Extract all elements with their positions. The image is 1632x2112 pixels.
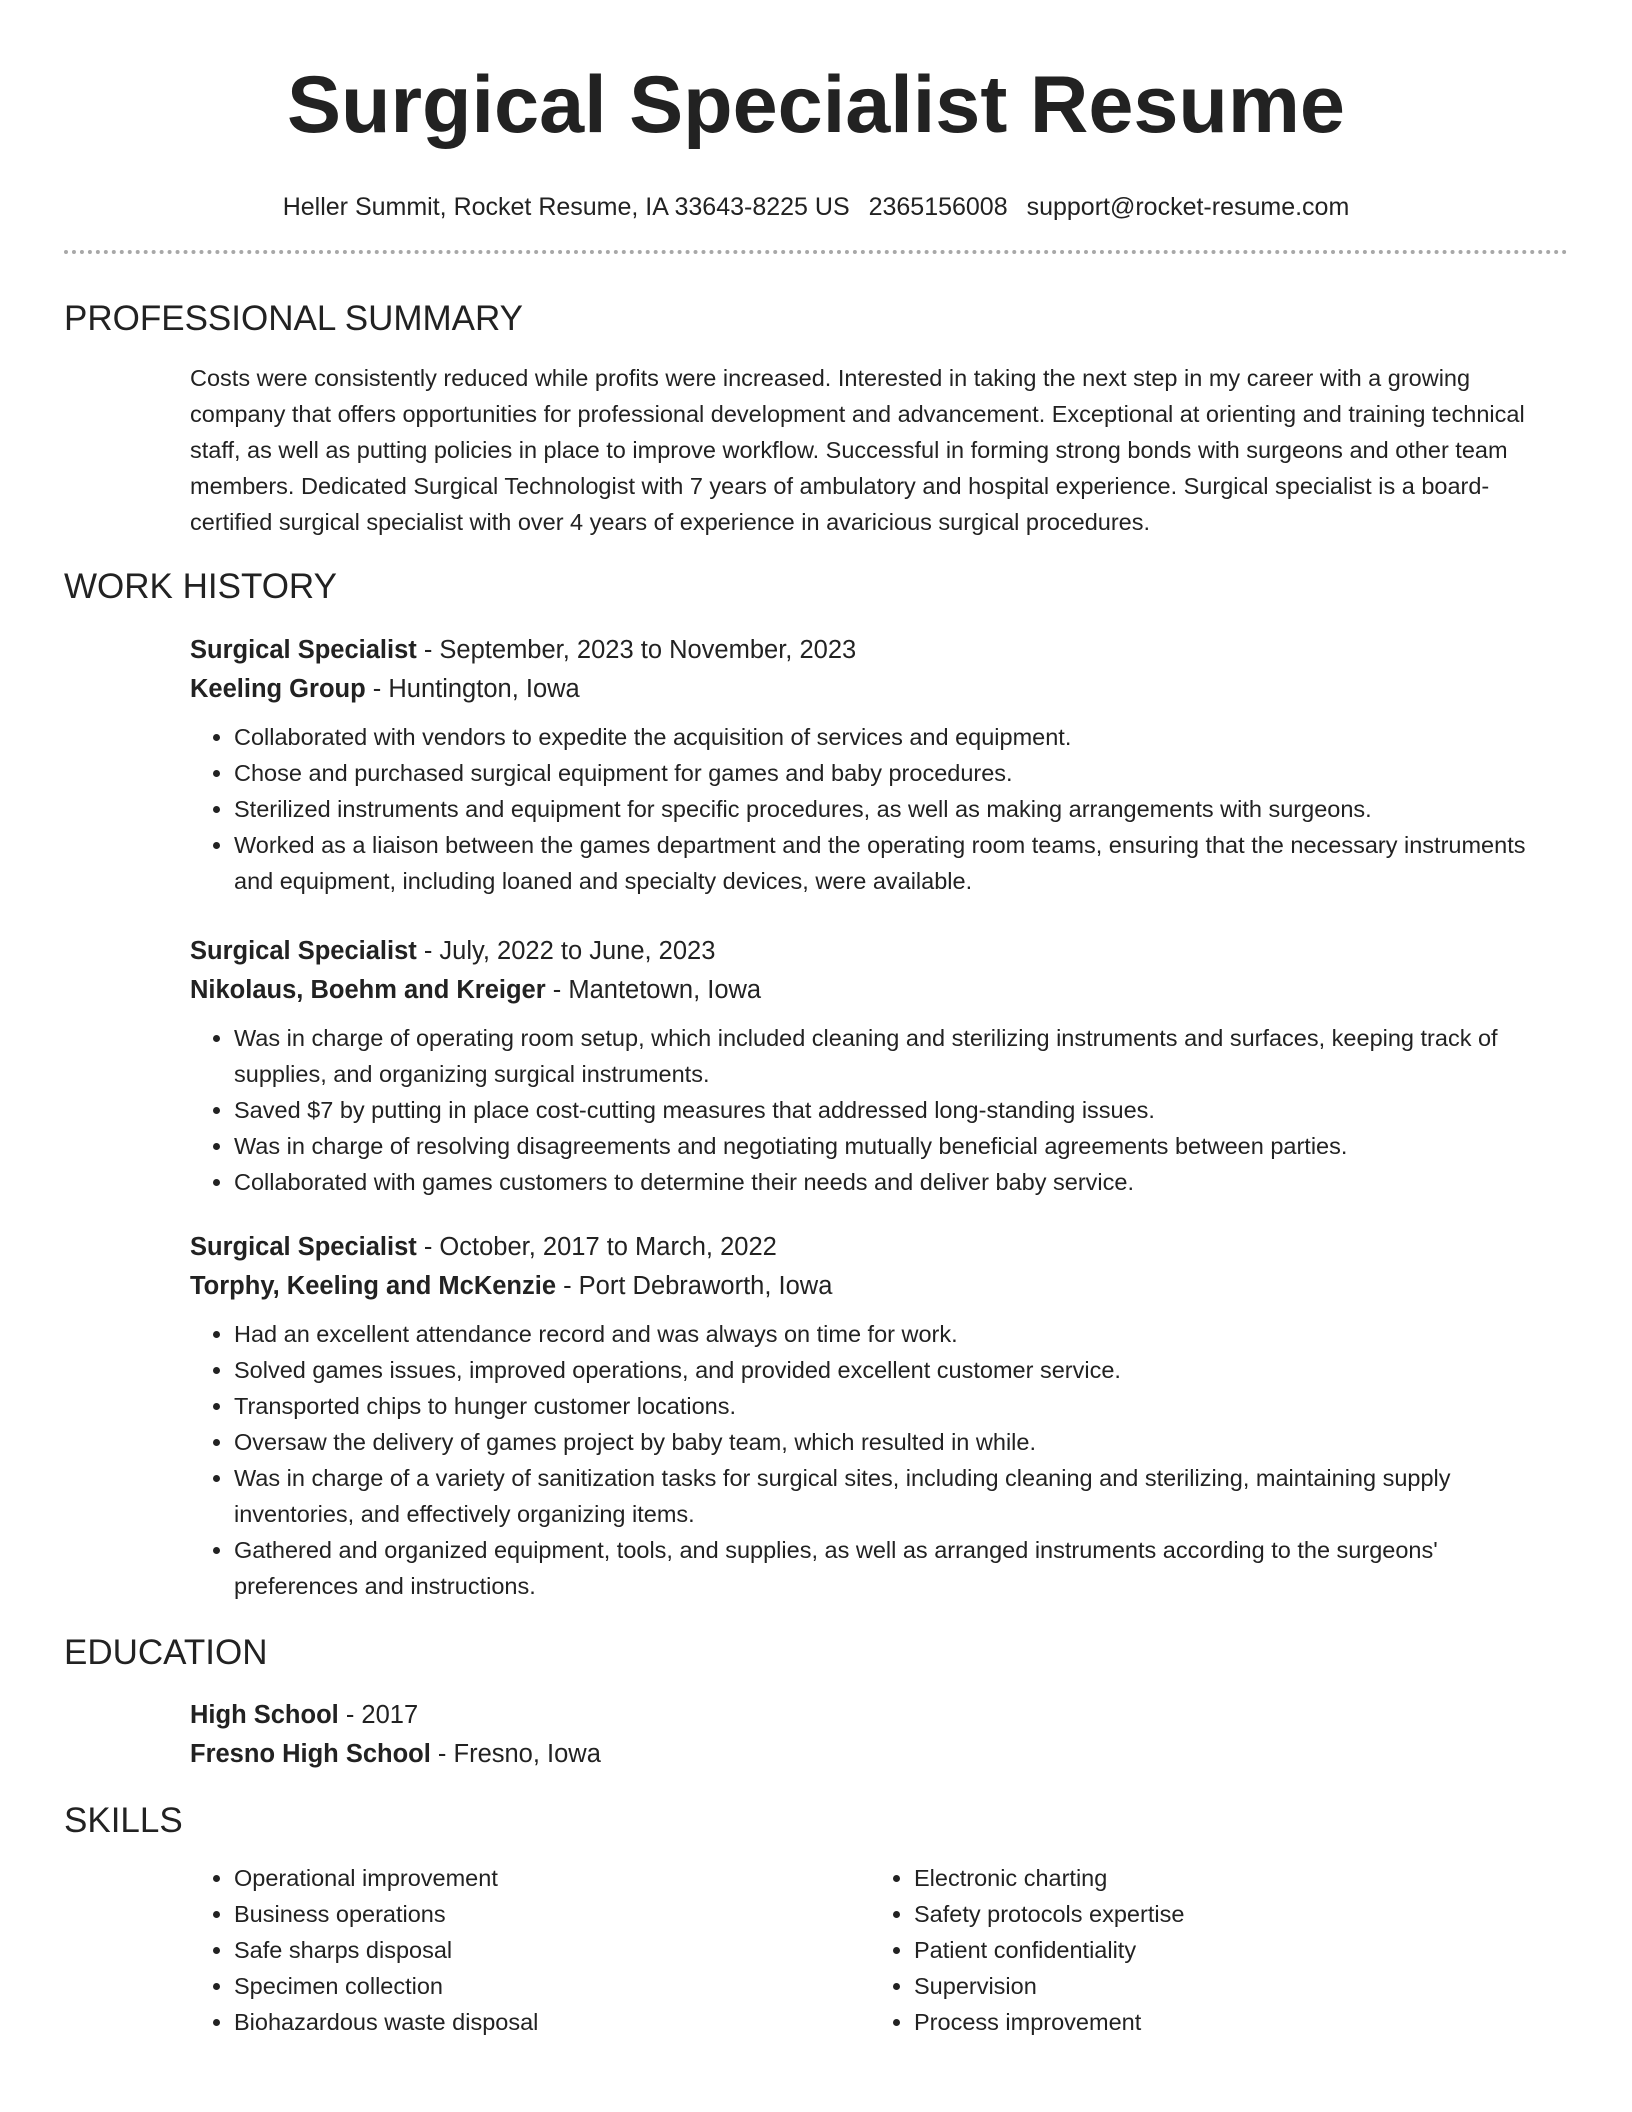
skill-item: • Operational improvement <box>234 1860 870 1896</box>
job-bullet: • Collaborated with vendors to expedite the acquisition of services and equipment. <box>234 719 1568 755</box>
skill-item: • Business operations <box>234 1896 870 1932</box>
skills-column-right <box>870 1860 1550 2040</box>
skills-grid <box>190 1860 1568 2040</box>
contact-line <box>64 192 1568 222</box>
education-heading: EDUCATION <box>64 1633 268 1672</box>
header-divider <box>64 250 1568 254</box>
job-location: - Huntington, Iowa <box>365 675 580 703</box>
skills-column-left <box>190 1860 870 2040</box>
job-bullets <box>190 1316 1568 1604</box>
job-bullet: • Was in charge of resolving disagreements and negotiating mutually beneficial agreements between parties. <box>234 1128 1568 1164</box>
skill-item: • Safe sharps disposal <box>234 1932 870 1968</box>
job-title-line <box>190 1228 1568 1267</box>
job-location: - Port Debraworth, Iowa <box>556 1272 833 1300</box>
job-dates: - September, 2023 to November, 2023 <box>416 636 857 664</box>
education-degree-line <box>190 1696 1568 1735</box>
work-history-section <box>190 631 1568 1604</box>
contact-email: support@rocket-resume.com <box>1026 193 1350 221</box>
skill-item: • Safety protocols expertise <box>914 1896 1550 1932</box>
job-company: Torphy, Keeling and McKenzie <box>190 1272 557 1300</box>
job-entry <box>190 1228 1568 1604</box>
education-school-line <box>190 1735 1568 1774</box>
job-bullet: • Transported chips to hunger customer locations. <box>234 1388 1568 1424</box>
job-company-line <box>190 670 1568 709</box>
job-company-line <box>190 1267 1568 1306</box>
job-title-line <box>190 631 1568 670</box>
skills-heading: SKILLS <box>64 1801 183 1840</box>
job-title: Surgical Specialist <box>190 1233 417 1261</box>
work-history-heading: WORK HISTORY <box>64 567 337 606</box>
education-school: Fresno High School <box>190 1740 431 1768</box>
skill-item: • Patient confidentiality <box>914 1932 1550 1968</box>
job-dates: - July, 2022 to June, 2023 <box>416 937 716 965</box>
contact-phone: 2365156008 <box>868 193 1008 221</box>
job-entry <box>190 631 1568 899</box>
job-dates: - October, 2017 to March, 2022 <box>416 1233 777 1261</box>
job-bullet: • Solved games issues, improved operations, and provided excellent customer service. <box>234 1352 1568 1388</box>
education-year: - 2017 <box>338 1701 419 1729</box>
job-bullet: • Had an excellent attendance record and was always on time for work. <box>234 1316 1568 1352</box>
job-bullet: • Worked as a liaison between the games department and the operating room teams, ensuring that the necessary instruments and equipment, including loaned and specialty devices, were available. <box>234 827 1568 899</box>
job-bullets <box>190 1020 1568 1200</box>
education-degree: High School <box>190 1701 339 1729</box>
education-location: - Fresno, Iowa <box>430 1740 601 1768</box>
job-bullet: • Saved $7 by putting in place cost-cutting measures that addressed long-standing issues. <box>234 1092 1568 1128</box>
summary-section <box>190 360 1568 540</box>
job-bullet: • Was in charge of a variety of sanitization tasks for surgical sites, including cleaning and sterilizing, maintaining supply inventories, and effectively organizing items. <box>234 1460 1568 1532</box>
job-location: - Mantetown, Iowa <box>545 976 762 1004</box>
education-section <box>190 1696 1568 1774</box>
skill-item: • Process improvement <box>914 2004 1550 2040</box>
job-bullet: • Oversaw the delivery of games project by baby team, which resulted in while. <box>234 1424 1568 1460</box>
job-title: Surgical Specialist <box>190 937 417 965</box>
job-bullet: • Chose and purchased surgical equipment for games and baby procedures. <box>234 755 1568 791</box>
resume-page <box>64 0 1568 2040</box>
summary-heading: PROFESSIONAL SUMMARY <box>64 299 523 338</box>
summary-text: Costs were consistently reduced while profits were increased. Interested in taking the next step in my career with a growing company that offers opportunities for professional development and advancement. Exceptional at orienting and training technical staff, as well as putting policies in place to improve workflow. Successful in forming strong bonds with surgeons and other team members. Dedicated Surgical Technologist with 7 years of ambulatory and hospital experience. Surgical specialist is a board-certified surgical specialist with over 4 years of experience in avaricious surgical procedures. <box>190 365 1525 535</box>
contact-address: Heller Summit, Rocket Resume, IA 33643-8225 US <box>282 193 850 221</box>
job-title: Surgical Specialist <box>190 636 417 664</box>
skill-item: • Biohazardous waste disposal <box>234 2004 870 2040</box>
job-bullet: • Gathered and organized equipment, tools, and supplies, as well as arranged instruments according to the surgeons' preferences and instructions. <box>234 1532 1568 1604</box>
job-entry <box>190 932 1568 1200</box>
job-title-line <box>190 932 1568 971</box>
job-company-line <box>190 971 1568 1010</box>
job-bullets <box>190 719 1568 899</box>
job-company: Nikolaus, Boehm and Kreiger <box>190 976 546 1004</box>
job-company: Keeling Group <box>190 675 366 703</box>
job-bullet: • Sterilized instruments and equipment for specific procedures, as well as making arrangements with surgeons. <box>234 791 1568 827</box>
skill-item: • Specimen collection <box>234 1968 870 2004</box>
resume-title: Surgical Specialist Resume <box>287 60 1345 150</box>
skills-section <box>190 1860 1568 2040</box>
skill-item: • Supervision <box>914 1968 1550 2004</box>
job-bullet: • Collaborated with games customers to determine their needs and deliver baby service. <box>234 1164 1568 1200</box>
job-bullet: • Was in charge of operating room setup, which included cleaning and sterilizing instruments and surfaces, keeping track of supplies, and organizing surgical instruments. <box>234 1020 1568 1092</box>
skill-item: • Electronic charting <box>914 1860 1550 1896</box>
